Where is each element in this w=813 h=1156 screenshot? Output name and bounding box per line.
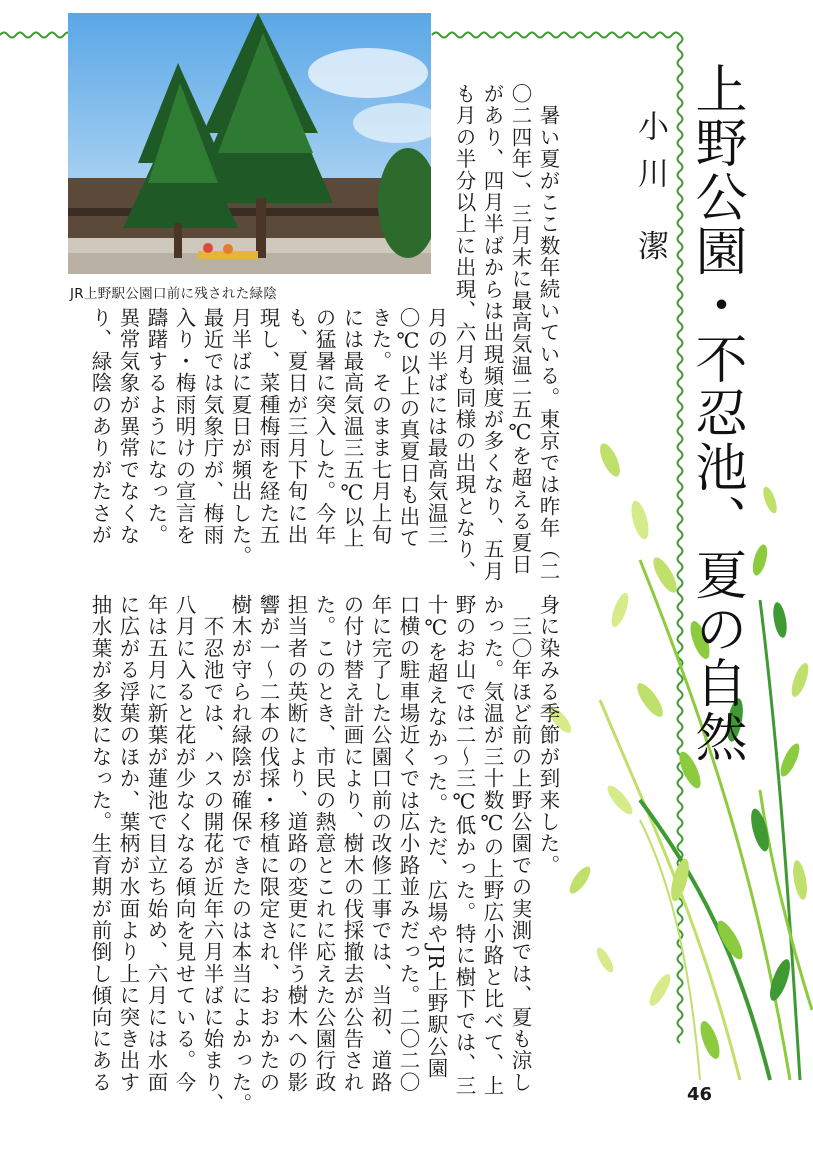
- grass-illustration: [545, 441, 812, 1080]
- body-column: 十℃を超えなかった。ただ、広場やJR上野駅公園: [424, 594, 448, 1080]
- body-column: かった。気温が三十数℃の上野広小路と比べて、上: [480, 594, 504, 1097]
- body-column: 年は五月に新葉が蓮池で目立ち始め、六月には水面: [144, 594, 168, 1094]
- article-title: 上野公園・不忍池、夏の自然: [686, 62, 746, 764]
- author-name: 小川 潔: [632, 110, 668, 277]
- body-column: には最高気温三五℃以上: [340, 307, 364, 550]
- body-column: 八月に入ると花が少なくなる傾向を見せている。今: [172, 594, 196, 1094]
- park-photo: [68, 13, 431, 274]
- body-column: の付け替え計画により、樹木の伐採撤去が公告され: [340, 594, 364, 1094]
- body-column: 躊躇するようになった。: [144, 307, 168, 546]
- body-column: も月の半分以上に出現、六月も同様の出現となり、: [452, 83, 476, 583]
- body-column: 入り・梅雨明けの宣言を: [172, 307, 196, 546]
- page-number: 46: [687, 1084, 713, 1105]
- photo-caption: JR上野駅公園口前に残された緑陰: [70, 286, 278, 302]
- top-wavy-border: [0, 33, 72, 38]
- top-wavy-border-right: [432, 33, 680, 38]
- body-column: 〇℃以上の真夏日も出て: [396, 307, 420, 550]
- body-column: 〇二四年）、三月末に最高気温二五℃を超える夏日: [508, 83, 532, 576]
- body-column: に広がる浮葉のほか、葉柄が水面より上に突き出す: [116, 594, 140, 1094]
- body-column: 響が一～二本の伐採・移植に限定され、おおかたの: [256, 594, 280, 1094]
- body-column: た。このとき、市民の熱意とこれに応えた公園行政: [312, 594, 336, 1094]
- body-column: 抽水葉が多数になった。生育期が前倒し傾向にある: [88, 594, 112, 1094]
- body-column: 暑い夏がここ数年続いている。東京では昨年（二: [536, 83, 560, 583]
- body-column: 樹木が守られ緑陰が確保できたのは本当によかった。: [228, 594, 252, 1115]
- body-column: の猛暑に突入した。今年: [312, 307, 336, 546]
- photo-illustration: [68, 13, 431, 274]
- body-column: 三〇年ほど前の上野公園での実測では、夏も涼し: [508, 594, 532, 1094]
- body-column: 野のお山では二～三℃低かった。特に樹下では、三: [452, 594, 476, 1097]
- body-column: があり、四月半ばからは出現頻度が多くなり、五月: [480, 83, 504, 583]
- body-column: 最近では気象庁が、梅雨: [200, 307, 224, 546]
- body-column: 不忍池では、ハスの開花が近年六月半ばに始まり、: [200, 594, 224, 1115]
- body-column: 口横の駐車場近くでは広小路並みだった。二〇二〇: [396, 594, 420, 1094]
- body-column: きた。そのまま七月上旬: [368, 307, 392, 546]
- body-column: 月の半ばには最高気温三: [424, 307, 448, 546]
- body-column: 現し、菜種梅雨を経た五: [256, 307, 280, 546]
- body-column: 担当者の英断により、道路の変更に伴う樹木への影: [284, 594, 308, 1094]
- body-column: 身に染みる季節が到来した。: [536, 594, 560, 877]
- body-column: も、夏日が三月下旬に出: [284, 307, 308, 546]
- body-column: り、緑陰のありがたさが: [88, 307, 112, 546]
- body-column: 異常気象が異常でなくな: [116, 307, 140, 546]
- body-column: 年に完了した公園口前の改修工事では、当初、道路: [368, 594, 392, 1094]
- body-column: 月半ばに夏日が頻出した。: [228, 307, 252, 568]
